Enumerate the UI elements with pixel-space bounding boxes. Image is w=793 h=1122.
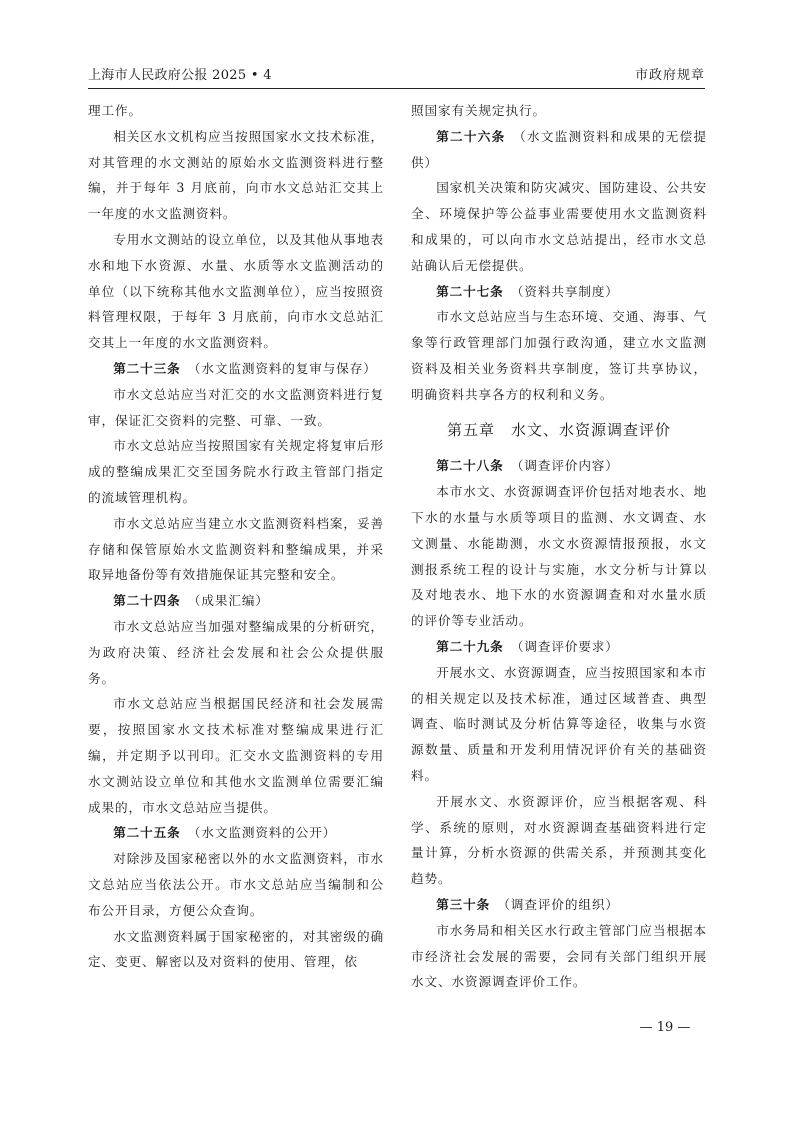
article-number: 第二十七条 [436, 283, 504, 299]
paragraph: 市水文总站应当与生态环境、交通、海事、气象等行政管理部门加强行政沟通，建立水文监测资料及相关业务资料共享制度，签订共享协议，明确资料共享各方的权利和义务。 [411, 309, 707, 402]
article-heading [88, 588, 384, 614]
article-number: 第三十条 [436, 896, 491, 912]
paragraph: 相关区水文机构应当按照国家水文技术标准，对其管理的水文测站的原始水文监测资料进行整编，并于每年 3 月底前，向市水文总站汇交其上一年度的水文监测资料。 [88, 128, 384, 222]
paragraph: 开展水文、水资源调查，应当按照国家和本市的相关规定以及技术标准，通过区域普查、典型调查、临时测试及分析估算等途径，收集与水资源数量、质量和开发利用情况评价有关的基础资料。 [411, 664, 707, 783]
paragraph: 市水文总站应当根据国民经济和社会发展需要，按照国家水文技术标准对整编成果进行汇编，并定期予以刊印。汇交水文监测资料的专用水文测站设立单位和其他水文监测单位需要汇编成果的，市水文总站应当提供。 [88, 696, 384, 815]
paragraph: 本市水文、水资源调查评价包括对地表水、地下水的水量与水质等项目的监测、水文调查、水文测量、水能勘测，水文水资源情报预报，水文测报系统工程的设计与实施，水文分析与计算以及对地表水、地下水的水资源调查和对水量水质的评价等专业活动。 [411, 484, 707, 629]
article-subject: （调查评价内容） [503, 458, 619, 474]
article-subject: （调查评价的组织） [490, 896, 619, 912]
right-column [411, 98, 707, 995]
paragraph: 对除涉及国家秘密以外的水文监测资料，市水文总站应当依法公开。市水文总站应当编制和公布公开目录，方便公众查询。 [88, 851, 384, 918]
article-number: 第二十八条 [436, 458, 504, 474]
article-number: 第二十九条 [436, 638, 504, 654]
paragraph: 专用水文测站的设立单位，以及其他从事地表水和地下水资源、水量、水质等水文监测活动的单位（以下统称其他水文监测单位），应当按照资料管理权限，于每年 3 月底前，向市水文总站汇交其上一年度的水文监测资料。 [88, 231, 384, 351]
page-header [88, 64, 705, 88]
article-subject: （调查评价要求） [503, 638, 619, 654]
article-heading [411, 279, 707, 305]
paragraph: 市水文总站应当按照国家有关规定将复审后形成的整编成果汇交至国务院水行政主管部门指定的流域管理机构。 [88, 438, 384, 505]
article-subject: （资料共享制度） [503, 283, 619, 299]
paragraph: 照国家有关规定执行。 [411, 103, 546, 118]
paragraph: 市水文总站应当加强对整编成果的分析研究，为政府决策、经济社会发展和社会公众提供服务。 [88, 618, 384, 686]
paragraph: 市水文总站应当对汇交的水文监测资料进行复审，保证汇交资料的完整、可靠、一致。 [88, 386, 384, 428]
article-number: 第二十三条 [113, 360, 181, 376]
article-heading [411, 634, 707, 660]
article-heading [411, 892, 707, 918]
left-column [88, 98, 384, 975]
article-heading [88, 820, 384, 846]
article-heading [411, 453, 707, 479]
header-divider [88, 88, 705, 89]
article-subject: （成果汇编） [180, 593, 269, 609]
article-number: 第二十五条 [113, 825, 181, 841]
section-title: 市政府规章 [634, 68, 705, 83]
paragraph: 市水文总站应当建立水文监测资料档案，妥善存储和保管原始水文监测资料和整编成果，并采取异地备份等有效措施保证其完整和安全。 [88, 515, 384, 583]
article-subject: （水文监测资料和成果的无偿提供） [411, 128, 707, 170]
publication-title: 上海市人民政府公报 2025 • 4 [88, 68, 272, 83]
paragraph: 水文监测资料属于国家秘密的，对其密级的确定、变更、解密以及对资料的使用、管理，依 [88, 928, 384, 970]
chapter-heading: 第五章 水文、水资源调查评价 [446, 420, 671, 439]
article-heading [411, 124, 707, 176]
paragraph: 理工作。 [88, 103, 142, 118]
paragraph: 国家机关决策和防灾减灾、国防建设、公共安全、环境保护等公益事业需要使用水文监测资料和成果的，可以向市水文总站提出，经市水文总站确认后无偿提供。 [411, 180, 707, 273]
article-subject: （水文监测资料的复审与保存） [180, 360, 377, 376]
article-number: 第二十六条 [436, 128, 506, 144]
article-subject: （水文监测资料的公开） [180, 825, 337, 841]
page-number: — 19 — [639, 1020, 691, 1035]
article-heading [88, 356, 384, 382]
article-number: 第二十四条 [113, 593, 181, 609]
paragraph: 开展水文、水资源评价，应当根据客观、科学、系统的原则，对水资源调查基础资料进行定量计算，分析水资源的供需关系，并预测其变化趋势。 [411, 793, 707, 887]
paragraph: 市水务局和相关区水行政主管部门应当根据本市经济社会发展的需要，会同有关部门组织开展水文、水资源调查评价工作。 [411, 922, 707, 990]
